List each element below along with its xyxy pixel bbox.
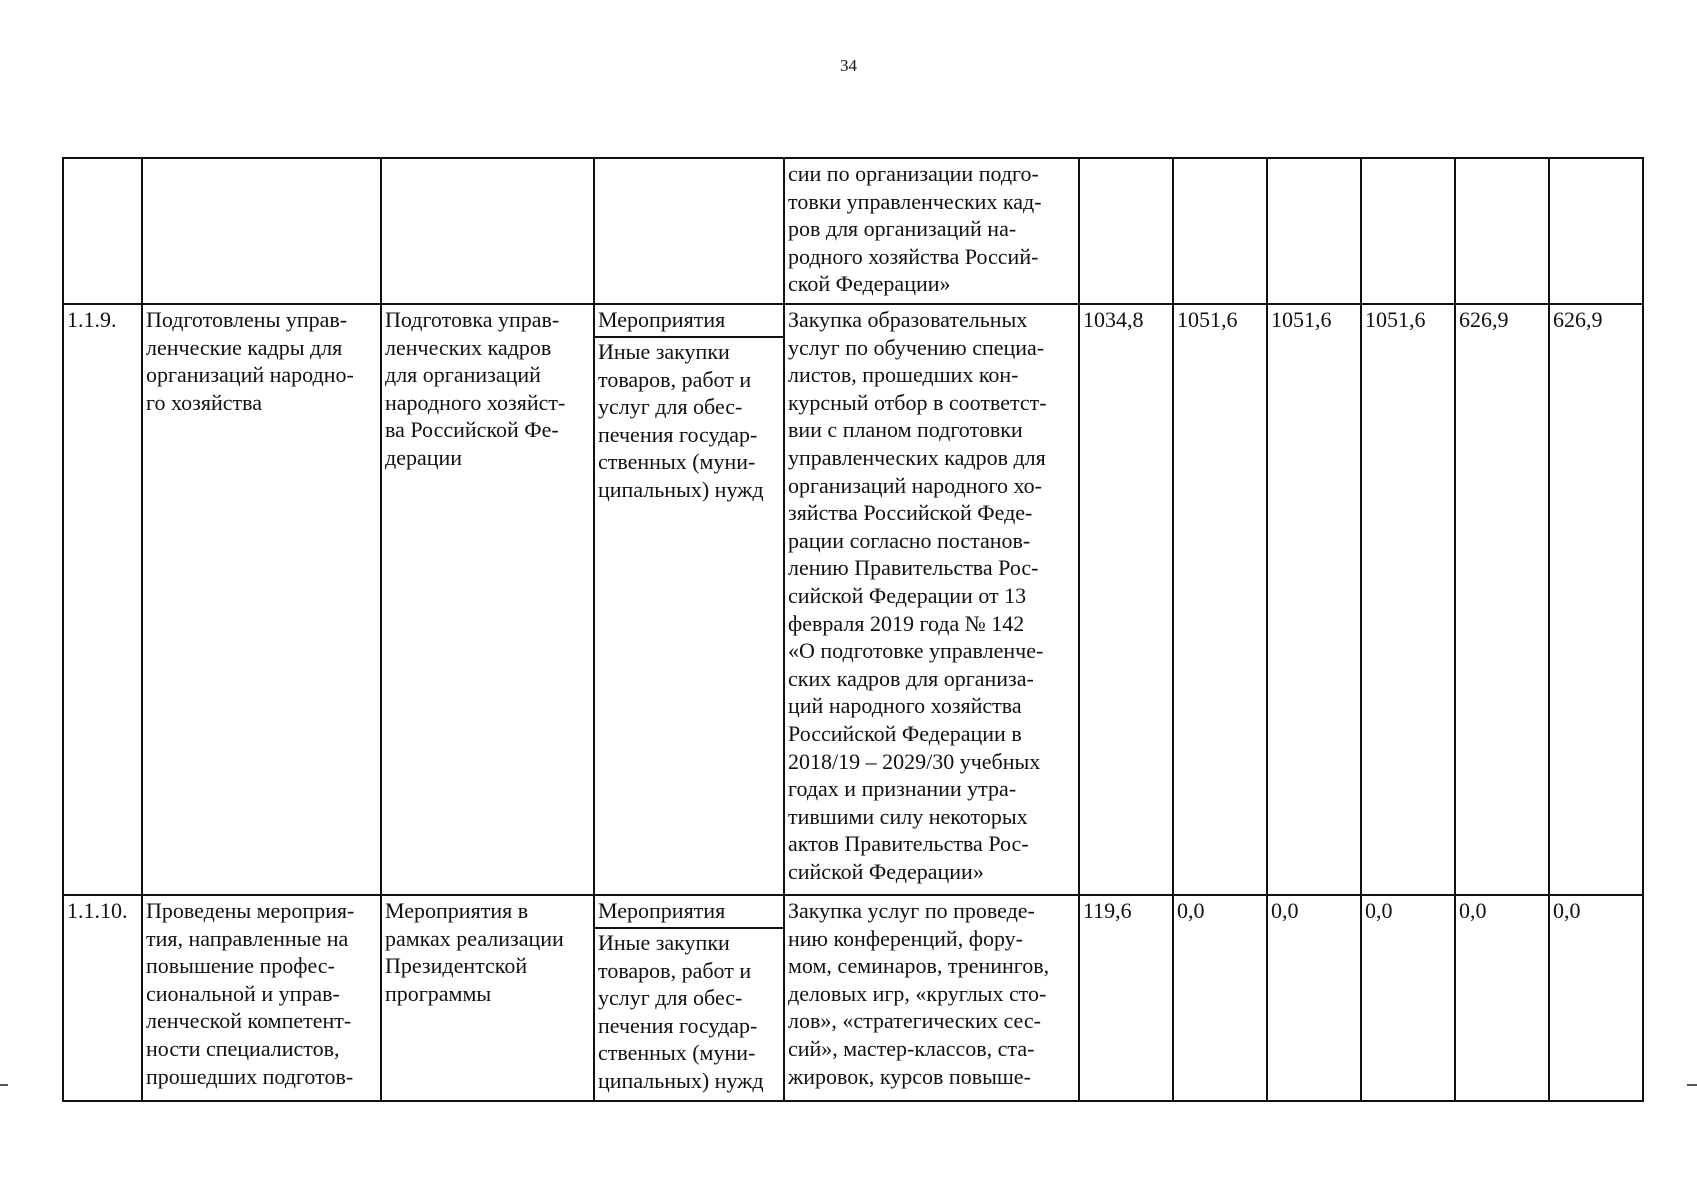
content-cell [381, 158, 594, 304]
table-row [63, 304, 1643, 895]
value-cell: 0,0 [1455, 895, 1549, 1101]
value-cell [1549, 158, 1643, 304]
content-cell: Подготовка управ- ленческих кадров для организаций народного хозяйст- ва Российской Фе- дерации [381, 304, 594, 895]
table-row [63, 158, 1643, 304]
result-cell: Проведены мероприя- тия, направленные на повышение профес- сиональной и управ- ленческой компетент- ности специалистов, прошедших подготов- [142, 895, 381, 1101]
value-cell: 626,9 [1549, 304, 1643, 895]
value-cell [1079, 158, 1173, 304]
value-cell: 1051,6 [1267, 304, 1361, 895]
value-cell [1455, 158, 1549, 304]
type-header: Мероприятия [595, 897, 783, 929]
content-cell: Мероприятия в рамках реализации Президентской программы [381, 895, 594, 1101]
scan-mark [0, 1084, 8, 1086]
type-cell [594, 895, 784, 1101]
value-cell: 0,0 [1173, 895, 1267, 1101]
description-cell: Закупка услуг по проведе- нию конференций, фору- мом, семинаров, тренингов, деловых игр, «круглых сто- лов», «стратегических сес- сий», мастер-классов, ста- жировок, курсов повыше- [784, 895, 1079, 1101]
result-cell [142, 158, 381, 304]
description-cell: Закупка образовательных услуг по обучению специа- листов, прошедших кон- курсный отбор в соответст- вии с планом подготовки управленческих кадров для организаций народного хо- зяйства Российской Феде- рации согласно постанов- лению Правительства Рос- сийской Федерации от 13 февраля 2019 года № 142 «О подготовке управленче- ских кадров для организа- ций народного хозяйства Российской Федерации в 2018/19 – 2029/30 учебных годах и признании утра- тившими силу некоторых актов Правительства Рос- сийской Федерации» [784, 304, 1079, 895]
description-cell: сии по организации подго- товки управленческих кад- ров для организаций на- родного хозяйства Россий- ской Федерации» [784, 158, 1079, 304]
type-cell [594, 158, 784, 304]
type-detail: Иные закупки товаров, работ и услуг для обес- печения государ- ственных (муни- ципальных) нужд [598, 339, 764, 502]
row-number-cell: 1.1.9. [63, 304, 142, 895]
value-cell: 0,0 [1549, 895, 1643, 1101]
type-header: Мероприятия [595, 306, 783, 338]
value-cell: 1051,6 [1361, 304, 1455, 895]
value-cell: 119,6 [1079, 895, 1173, 1101]
value-cell [1267, 158, 1361, 304]
scan-mark [1687, 1084, 1697, 1086]
type-detail: Иные закупки товаров, работ и услуг для обес- печения государ- ственных (муни- ципальных) нужд [598, 930, 764, 1093]
value-cell: 1051,6 [1173, 304, 1267, 895]
row-number-cell: 1.1.10. [63, 895, 142, 1101]
row-number-cell [63, 158, 142, 304]
value-cell [1361, 158, 1455, 304]
value-cell [1173, 158, 1267, 304]
value-cell: 0,0 [1361, 895, 1455, 1101]
value-cell: 626,9 [1455, 304, 1549, 895]
type-cell [594, 304, 784, 895]
value-cell: 1034,8 [1079, 304, 1173, 895]
result-cell: Подготовлены управ- ленческие кадры для организаций народно- го хозяйства [142, 304, 381, 895]
program-table [62, 157, 1644, 1102]
value-cell: 0,0 [1267, 895, 1361, 1101]
table-row [63, 895, 1643, 1101]
page-number: 34 [840, 56, 857, 75]
